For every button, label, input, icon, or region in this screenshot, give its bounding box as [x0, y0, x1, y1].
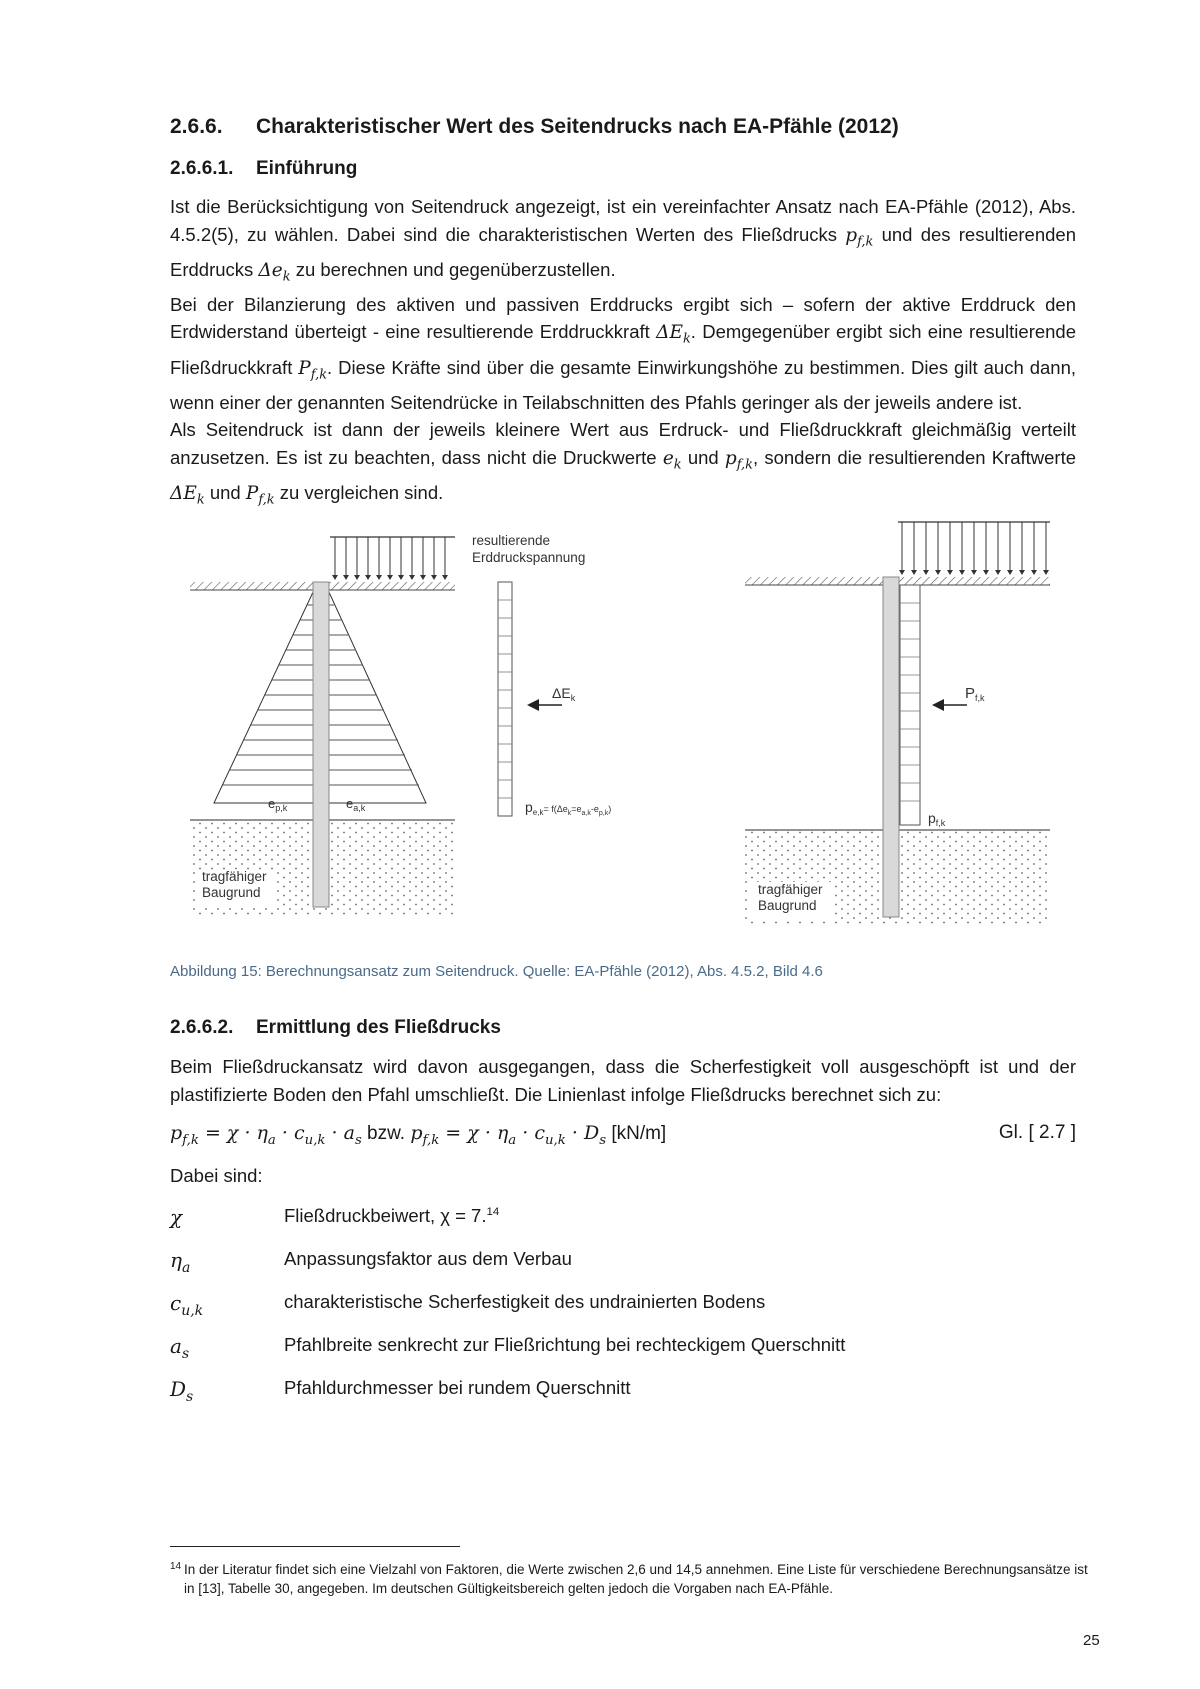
page-number: 25	[1083, 1632, 1100, 1649]
symbol-definition: Fließdruckbeiwert, χ = 7.14	[284, 1205, 500, 1226]
symbol-row-chi	[170, 1205, 1076, 1235]
symbol: χ	[170, 1205, 183, 1229]
symbol-definition: Pfahlbreite senkrecht zur Fließrichtung bei rechteckigem Querschnitt	[284, 1334, 846, 1355]
label-tragfaehiger-right: tragfähiger	[758, 882, 823, 897]
footnote-mark: 14	[170, 1561, 182, 1572]
section-title: Charakteristischer Wert des Seitendrucks nach EA-Pfähle (2012)	[256, 115, 899, 138]
symbol-row-eta	[170, 1248, 1076, 1278]
right-sketch	[745, 522, 1050, 925]
symbol-definition: Anpassungsfaktor aus dem Verbau	[284, 1248, 572, 1269]
footnote-divider	[170, 1546, 460, 1547]
resultant-stress-block	[498, 582, 512, 816]
label-Pf: $P_{f,k}$	[965, 685, 985, 703]
intro-paragraph-3: Als Seitendruck ist dann der jeweils kleinere Wert aus Erdruck- und Fließdruckkraft gleichmäßig verteilt anzusetzen. Es ist zu beachten, dass nicht die Druckwerte $e_k$ und $p_{f,k}$, sondern die resultierenden Kraftwerte $\Delta E_k$ und $P_{f,k}$ zu vergleichen sind.	[170, 419, 1077, 508]
label-ea: $e_{a,k}$	[346, 796, 366, 813]
symbol-row-as	[170, 1334, 1076, 1364]
resultant-stress-sketch	[472, 533, 611, 817]
label-pe-formula: $p_{e,k}^{= f(\Delta e}_k^{=e}_{a,k}^{-e}_{p,k}^)$	[525, 799, 612, 817]
math-Pfk-2: $P_{f,k}$	[245, 482, 275, 508]
math-pfk-2: $p_{f,k}$	[724, 447, 754, 473]
label-resultierende: resultierende	[472, 533, 551, 548]
equation-bzw: bzw.	[367, 1123, 406, 1144]
math-delta-Ek-2: $\Delta E_k$	[170, 482, 205, 508]
label-erddruckspannung: Erddruckspannung	[472, 550, 586, 565]
equation-2-7	[170, 1122, 1076, 1152]
figure-caption: Abbildung 15: Berechnungsansatz zum Seitendruck. Quelle: EA-Pfähle (2012), Abs. 4.5.2, Bild 4.6	[170, 963, 823, 980]
subsection-title: Einführung	[256, 158, 358, 179]
dabei-label: Dabei sind:	[170, 1165, 263, 1186]
pile-left	[313, 582, 329, 907]
fliessdruck-paragraph: Beim Fließdruckansatz wird davon ausgegangen, dass die Scherfestigkeit voll ausgeschöpft ist und der plastifizierte Boden den Pfahl umschließt. Die Linienlast infolge Fließdrucks berechnet sich zu:	[170, 1056, 1076, 1105]
subsection-heading-fliessdruck	[170, 1017, 501, 1039]
math-pfk: $p_{f,k}$	[845, 224, 874, 250]
seitendruck-diagram	[180, 520, 1080, 945]
math-ek: $e_k$	[662, 447, 682, 473]
math-delta-Ek: $\Delta E_k$	[656, 322, 691, 348]
subsection-number: 2.6.6.2.	[170, 1017, 234, 1038]
subsection-title: Ermittlung des Fließdrucks	[256, 1017, 501, 1038]
section-number: 2.6.6.	[170, 115, 223, 138]
label-delta-E: $\Delta E_k$	[552, 685, 576, 703]
label-ep: $e_{p,k}$	[268, 796, 288, 813]
equation-unit: [kN/m]	[611, 1123, 667, 1144]
pile-right	[883, 577, 899, 917]
subsection-heading-einfuehrung	[170, 158, 357, 180]
symbol-definition: Pfahldurchmesser bei rundem Querschnitt	[284, 1377, 631, 1398]
equation-right: $p_{f,k} = \chi \cdot \eta_a \cdot c_{u,k} \cdot D_s$	[410, 1122, 607, 1148]
symbol-row-ds	[170, 1377, 1076, 1407]
intro-paragraph-1: Ist die Berücksichtigung von Seitendruck angezeigt, ist ein vereinfachter Ansatz nach EA-Pfähle (2012), Abs. 4.5.2(5), zu wählen. Dabei sind die charakteristischen Werten des Fließdrucks $p_{f,k}$ und des resultierenden Erddrucks $\Delta e_k$ zu berechnen und gegenüberzustellen.	[170, 196, 1076, 285]
subsection-number: 2.6.6.1.	[170, 158, 234, 179]
label-baugrund-left: Baugrund	[202, 885, 261, 900]
math-Pfk: $P_{f,k}$	[298, 357, 328, 383]
symbol: $D_s$	[170, 1377, 194, 1405]
symbol-definition: charakteristische Scherfestigkeit des undrainierten Bodens	[284, 1291, 766, 1312]
intro-paragraph-2: Bei der Bilanzierung des aktiven und passiven Erddrucks ergibt sich – sofern der aktive Erddruck den Erdwiderstand überteigt - eine resultierende Erddruckkraft $\Delta E_k$. Demgegenüber ergibt sich eine resultierende Fließdruckkraft $P_{f,k}$. Diese Kräfte sind über die gesamte Einwirkungshöhe zu bestimmen. Dies gilt auch dann, wenn einer der genannten Seitendrücke in Teilabschnitten des Pfahls geringer als der jeweils andere ist.	[170, 293, 1077, 413]
label-tragfaehiger-left: tragfähiger	[202, 869, 267, 884]
surcharge-arrows-left	[335, 537, 445, 577]
label-baugrund-right: Baugrund	[758, 898, 817, 913]
section-heading	[170, 115, 899, 139]
footnote-ref[interactable]: 14	[486, 1205, 500, 1218]
footnote-14	[170, 1560, 1100, 1598]
left-sketch	[190, 537, 455, 915]
footnote-text: In der Literatur findet sich eine Vielzahl von Faktoren, die Werte zwischen 2,6 und 14,5 annehmen. Eine Liste für verschiedene Berechnungsansätze ist in [13], Tabelle 30, angegeben. Im deutschen Gültigkeitsbereich gelten jedoch die Vorgaben nach EA-Pfähle.	[184, 1562, 1088, 1596]
equation-number: Gl. [ 2.7 ]	[998, 1122, 1076, 1143]
surcharge-arrows-right	[902, 522, 1046, 572]
symbol: $a_s$	[170, 1334, 190, 1362]
symbol: $c_{u,k}$	[170, 1291, 204, 1319]
intro-paragraphs	[170, 193, 1076, 514]
equation-left: $p_{f,k} = \chi \cdot \eta_a \cdot c_{u,k} \cdot a_s$	[170, 1122, 362, 1148]
label-pf: $p_{f,k}$	[928, 810, 946, 828]
symbol: $\eta_a$	[170, 1248, 191, 1276]
math-delta-ek: $\Delta e_k$	[258, 259, 291, 285]
symbol-row-cuk	[170, 1291, 1076, 1321]
